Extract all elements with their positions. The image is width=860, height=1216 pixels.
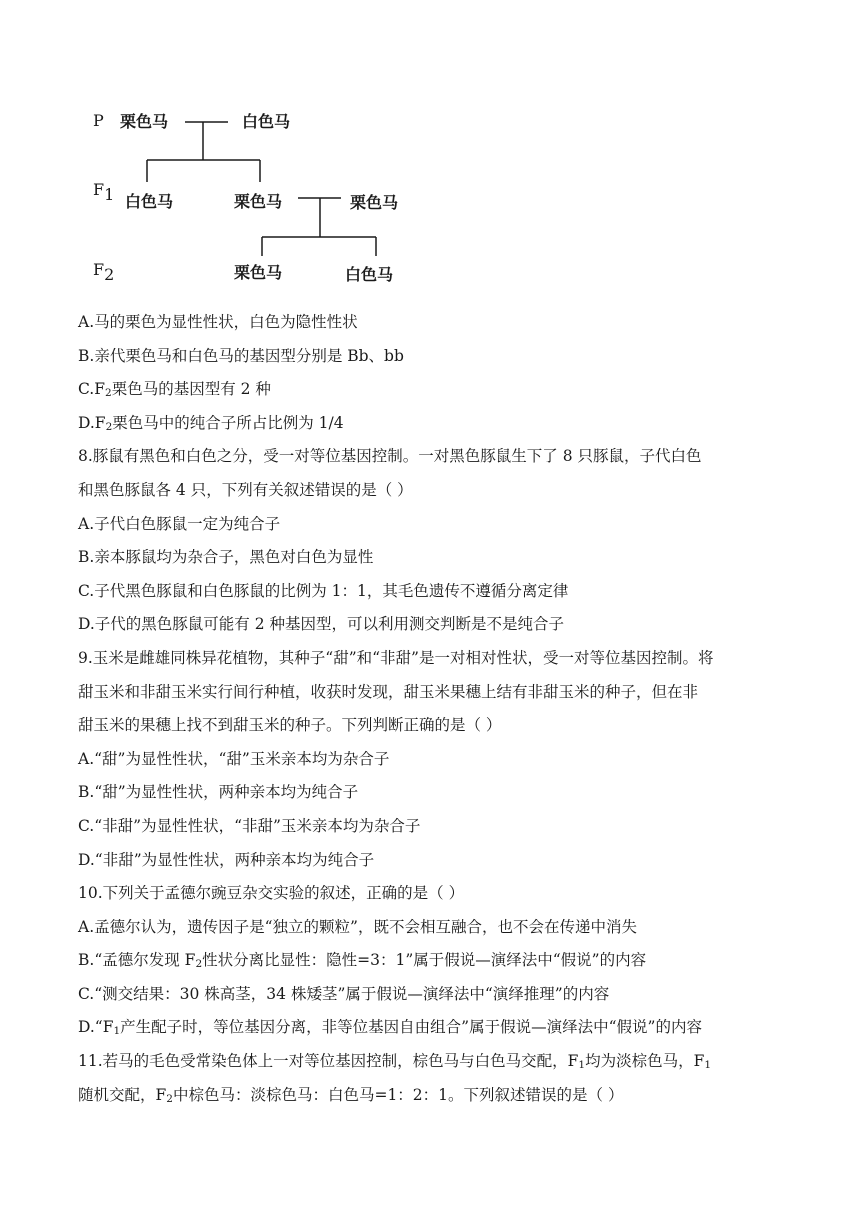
text-segment: 性状分离比显性：隐性=3：1”属于假说—演绎法中“假说”的内容 [202,951,647,970]
text-line [78,407,788,441]
text-segment: 甜玉米和非甜玉米实行间行种植，收获时发现，甜玉米果穗上结有非甜玉米的种子，但在非 [78,682,699,701]
text-line [78,440,788,474]
f1-mate-chestnut-horse-label: 栗色马 [350,193,399,212]
text-segment: 随机交配，F [78,1085,167,1104]
text-segment: B.亲代栗色马和白色马的基因型分别是 Bb、bb [78,346,404,365]
text-segment: D.“F [78,1018,114,1037]
text-segment: D.F [78,413,106,432]
pedigree-diagram [0,0,860,300]
f1-white-horse-label: 白色马 [125,192,174,211]
text-segment: D.“非甜”为显性性状，两种亲本均为纯合子 [78,850,375,869]
text-segment: C.“测交结果：30 株高茎，34 株矮茎”属于假说—演绎法中“演绎推理”的内容 [78,984,610,1003]
text-line [78,844,788,878]
text-line [78,508,788,542]
text-line [78,776,788,810]
f2-white-horse-label: 白色马 [345,265,394,284]
text-line [78,810,788,844]
text-segment: 均为淡棕色马，F [585,1052,705,1071]
generation-f2-label: F2 [93,260,115,284]
generation-p-label: P [93,111,104,130]
subscript: 2 [166,1092,173,1105]
text-segment: 甜玉米的果穗上找不到甜玉米的种子。下列判断正确的是（ ） [78,716,502,735]
text-segment: 10.下列关于孟德尔豌豆杂交实验的叙述，正确的是（ ） [78,884,465,903]
text-line [78,1011,788,1045]
text-segment: 产生配子时，等位基因分离，非等位基因自由组合”属于假说—演绎法中“假说”的内容 [120,1018,702,1037]
p-white-horse-label: 白色马 [242,112,291,131]
text-line [78,978,788,1012]
subscript: 1 [113,1025,121,1038]
text-line [78,541,788,575]
subscript: 1 [704,1059,712,1072]
p-chestnut-horse-label: 栗色马 [120,112,169,131]
text-segment: B.“孟德尔发现 F [78,951,196,970]
text-line [78,944,788,978]
text-line [78,373,788,407]
text-line [78,608,788,642]
question-text [78,306,788,1112]
generation-f1-label: F1 [93,180,115,204]
text-line [78,1045,788,1079]
text-segment: 栗色马中的纯合子所占比例为 1/4 [112,413,344,432]
text-segment: B.亲本豚鼠均为杂合子，黑色对白色为显性 [78,548,374,567]
text-segment: D.子代的黑色豚鼠可能有 2 种基因型，可以利用测交判断是不是纯合子 [78,615,565,634]
text-line [78,642,788,676]
subscript: 2 [105,387,112,400]
text-line [78,1079,788,1113]
text-segment: 栗色马的基因型有 2 种 [111,380,271,399]
text-segment: 9.玉米是雌雄同株异花植物，其种子“甜”和“非甜”是一对相对性状，受一对等位基因控制。将 [78,648,714,667]
text-line [78,575,788,609]
subscript: 1 [578,1059,586,1072]
text-segment: A.马的栗色为显性性状，白色为隐性性状 [78,313,358,331]
text-line [78,306,788,340]
text-segment: C.子代黑色豚鼠和白色豚鼠的比例为 1：1，其毛色遗传不遵循分离定律 [78,581,569,600]
text-segment: 和黑色豚鼠各 4 只，下列有关叙述错误的是（ ） [78,480,413,499]
text-segment: B.“甜”为显性性状，两种亲本均为纯合子 [78,783,359,802]
text-segment: A.子代白色豚鼠一定为纯合子 [78,514,281,533]
text-line [78,676,788,710]
subscript: 2 [195,958,203,971]
text-line [78,911,788,945]
text-segment: A.孟德尔认为，遗传因子是“独立的颗粒”，既不会相互融合，也不会在传递中消失 [78,917,637,936]
f2-chestnut-horse-label: 栗色马 [234,263,283,282]
text-line [78,709,788,743]
text-segment: C.“非甜”为显性性状，“非甜”玉米亲本均为杂合子 [78,816,421,835]
text-segment: 中棕色马：淡棕色马：白色马=1：2：1。下列叙述错误的是（ ） [172,1085,624,1104]
text-segment: 11.若马的毛色受常染色体上一对等位基因控制，棕色马与白色马交配，F [78,1052,579,1071]
text-line [78,474,788,508]
text-segment: 8.豚鼠有黑色和白色之分，受一对等位基因控制。一对黑色豚鼠生下了 8 只豚鼠，子代白色 [78,447,702,466]
text-line [78,877,788,911]
text-line [78,340,788,374]
text-line [78,743,788,777]
text-segment: A.“甜”为显性性状，“甜”玉米亲本均为杂合子 [78,749,390,768]
subscript: 2 [105,420,113,433]
f1-chestnut-horse-label: 栗色马 [234,192,283,211]
text-segment: C.F [78,380,105,399]
